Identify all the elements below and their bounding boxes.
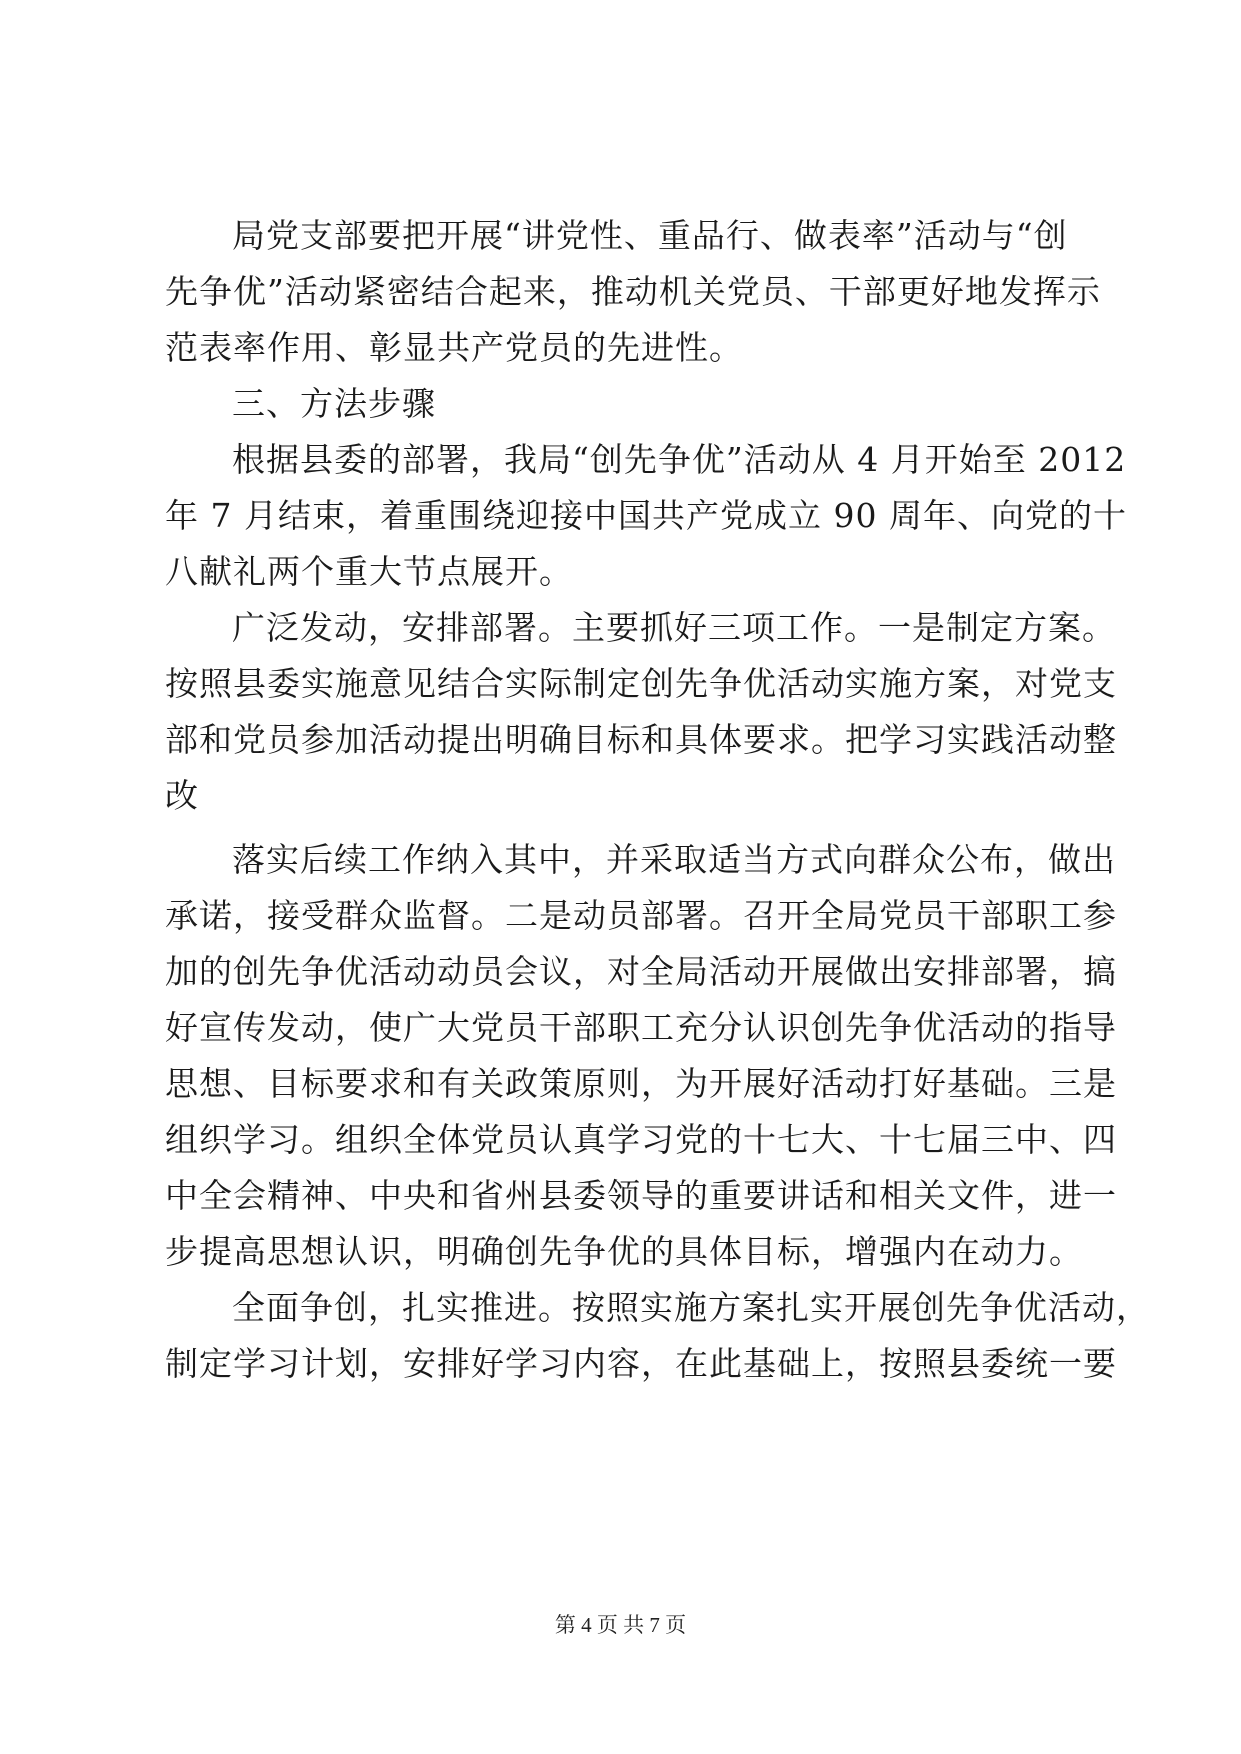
text-line: 八献礼两个重大节点展开。 (165, 552, 573, 591)
text-line: 范表率作用、彰显共产党员的先进性。 (165, 328, 743, 367)
text-line: 全面争创，扎实推进。按照实施方案扎实开展创先争优活动， (232, 1288, 1150, 1327)
text-line: 按照县委实施意见结合实际制定创先争优活动实施方案，对党支 (165, 664, 1117, 703)
text-line: 部和党员参加活动提出明确目标和具体要求。把学习实践活动整 (165, 720, 1117, 759)
section-heading: 三、方法步骤 (232, 384, 436, 423)
text-line: 广泛发动，安排部署。主要抓好三项工作。一是制定方案。 (232, 608, 1116, 647)
text-line: 根据县委的部署，我局“创先争优”活动从 4 月开始至 2012 (232, 440, 1127, 479)
text-line: 加的创先争优活动动员会议，对全局活动开展做出安排部署，搞 (165, 952, 1117, 991)
text-line: 先争优”活动紧密结合起来，推动机关党员、干部更好地发挥示 (165, 272, 1101, 311)
page-footer: 第 4 页 共 7 页 (554, 1613, 687, 1637)
text-line: 落实后续工作纳入其中，并采取适当方式向群众公布，做出 (232, 840, 1116, 879)
text-line: 改 (165, 776, 199, 815)
text-line: 好宣传发动，使广大党员干部职工充分认识创先争优活动的指导 (165, 1008, 1117, 1047)
text-line: 制定学习计划，安排好学习内容，在此基础上，按照县委统一要 (165, 1344, 1117, 1383)
text-line: 局党支部要把开展“讲党性、重品行、做表率”活动与“创 (232, 216, 1068, 255)
text-line: 步提高思想认识，明确创先争优的具体目标，增强内在动力。 (165, 1232, 1083, 1271)
text-line: 承诺，接受群众监督。二是动员部署。召开全局党员干部职工参 (165, 896, 1117, 935)
text-line: 组织学习。组织全体党员认真学习党的十七大、十七届三中、四 (165, 1120, 1117, 1159)
text-line: 中全会精神、中央和省州县委领导的重要讲话和相关文件，进一 (165, 1176, 1117, 1215)
text-line: 年 7 月结束，着重围绕迎接中国共产党成立 90 周年、向党的十 (165, 496, 1127, 535)
text-line: 思想、目标要求和有关政策原则，为开展好活动打好基础。三是 (165, 1064, 1117, 1103)
